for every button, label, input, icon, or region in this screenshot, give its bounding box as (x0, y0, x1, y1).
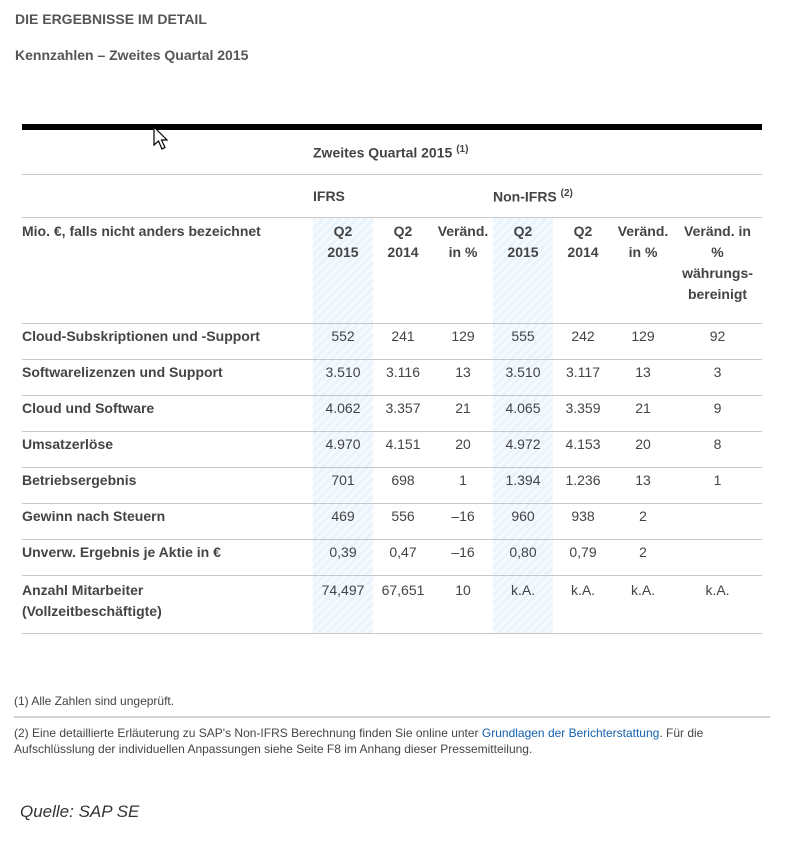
cell-value: 3.510 (493, 360, 553, 396)
row-label: Cloud-Subskriptionen und -Support (22, 324, 313, 360)
row-label: Cloud und Software (22, 396, 313, 432)
cell-value: 701 (313, 468, 373, 504)
cell-value: 1.236 (553, 468, 613, 504)
period-note: (1) (456, 143, 469, 155)
period-header-row (22, 130, 762, 175)
col-header: Veränd. in % währungs- bereinigt (673, 218, 762, 324)
cell-value: k.A. (553, 576, 613, 634)
table-row (22, 360, 762, 396)
cell-value: 2 (613, 540, 673, 576)
cell-value: 67,651 (373, 576, 433, 634)
group-ifrs: IFRS (313, 175, 493, 218)
row-label: Betriebsergebnis (22, 468, 313, 504)
source-caption: Quelle: SAP SE (20, 802, 140, 821)
cell-value: 4.065 (493, 396, 553, 432)
table-row (22, 504, 762, 540)
cell-value: 4.970 (313, 432, 373, 468)
cell-value: 469 (313, 504, 373, 540)
cell-value: 129 (613, 324, 673, 360)
col-header: Q2 2014 (553, 218, 613, 324)
section-heading: DIE ERGEBNISSE IM DETAIL (15, 11, 207, 27)
cell-value (673, 540, 762, 576)
table-row (22, 468, 762, 504)
cell-value: k.A. (493, 576, 553, 634)
cell-value: 3.117 (553, 360, 613, 396)
cell-value: k.A. (673, 576, 762, 634)
row-label: Umsatzerlöse (22, 432, 313, 468)
cell-value: 3.510 (313, 360, 373, 396)
cell-value: 92 (673, 324, 762, 360)
row-label: Softwarelizenzen und Support (22, 360, 313, 396)
column-header-row (22, 218, 762, 324)
table-row (22, 432, 762, 468)
footnote-divider (14, 716, 770, 718)
kpi-table (22, 130, 762, 634)
table-row (22, 576, 762, 634)
col-header: Q2 2014 (373, 218, 433, 324)
cell-value: 1 (673, 468, 762, 504)
cell-value: 20 (613, 432, 673, 468)
cell-value: 0,80 (493, 540, 553, 576)
cell-value: 20 (433, 432, 493, 468)
cell-value: 556 (373, 504, 433, 540)
cell-value: 3.116 (373, 360, 433, 396)
cell-value: 1.394 (493, 468, 553, 504)
table-row (22, 396, 762, 432)
cell-value: 698 (373, 468, 433, 504)
cell-value: 960 (493, 504, 553, 540)
group-header-row (22, 175, 762, 218)
col-header: Veränd. in % (613, 218, 673, 324)
cell-value: 938 (553, 504, 613, 540)
table-row (22, 324, 762, 360)
row-label: Gewinn nach Steuern (22, 504, 313, 540)
cell-value: 4.972 (493, 432, 553, 468)
col-header: Veränd. in % (433, 218, 493, 324)
cell-value: 555 (493, 324, 553, 360)
row-label: Anzahl Mitarbeiter (Vollzeitbeschäftigte) (22, 576, 313, 634)
cell-value: 129 (433, 324, 493, 360)
table-row (22, 540, 762, 576)
cell-value: 0,47 (373, 540, 433, 576)
period-title: Zweites Quartal 2015 $^{(1)}$ (313, 130, 762, 175)
col-header: Q2 2015 (493, 218, 553, 324)
cell-value: –16 (433, 540, 493, 576)
mouse-cursor-icon (153, 126, 171, 152)
row-label: Unverw. Ergebnis je Aktie in € (22, 540, 313, 576)
cell-value: 3.357 (373, 396, 433, 432)
cell-value: 2 (613, 504, 673, 540)
cell-value: 3 (673, 360, 762, 396)
cell-value: 13 (613, 468, 673, 504)
cell-value: 4.151 (373, 432, 433, 468)
cell-value: 10 (433, 576, 493, 634)
cell-value (673, 504, 762, 540)
footnote-2: (2) Eine detaillierte Erläuterung zu SAP's Non-IFRS Berechnung finden Sie online unter Grundlagen der Berichterstattung. Für die Aufschlüsslung der individuellen Anpassungen siehe Seite F8 im Anhang dieser Pressemitteilung. (14, 726, 704, 756)
cell-value: 74,497 (313, 576, 373, 634)
cell-value: k.A. (613, 576, 673, 634)
cell-value: 13 (613, 360, 673, 396)
section-subheading: Kennzahlen – Zweites Quartal 2015 (15, 47, 249, 63)
cell-value: 4.062 (313, 396, 373, 432)
cell-value: 0,39 (313, 540, 373, 576)
grundlagen-link[interactable]: Grundlagen der Berichterstattung (481, 726, 660, 740)
cell-value: 21 (613, 396, 673, 432)
cell-value: 0,79 (553, 540, 613, 576)
cell-value: –16 (433, 504, 493, 540)
cell-value: 8 (673, 432, 762, 468)
cell-value: 241 (373, 324, 433, 360)
cell-value: 3.359 (553, 396, 613, 432)
cell-value: 1 (433, 468, 493, 504)
cell-value: 9 (673, 396, 762, 432)
cell-value: 552 (313, 324, 373, 360)
cell-value: 13 (433, 360, 493, 396)
footnote-1: (1) Alle Zahlen sind ungeprüft. (14, 694, 175, 708)
col-header: Q2 2015 (313, 218, 373, 324)
nonifrs-note: (2) (560, 187, 573, 199)
unit-label: Mio. €, falls nicht anders bezeichnet (22, 218, 313, 324)
group-nonifrs: Non-IFRS $^{(2)}$ (493, 175, 762, 218)
cell-value: 242 (553, 324, 613, 360)
cell-value: 4.153 (553, 432, 613, 468)
cell-value: 21 (433, 396, 493, 432)
